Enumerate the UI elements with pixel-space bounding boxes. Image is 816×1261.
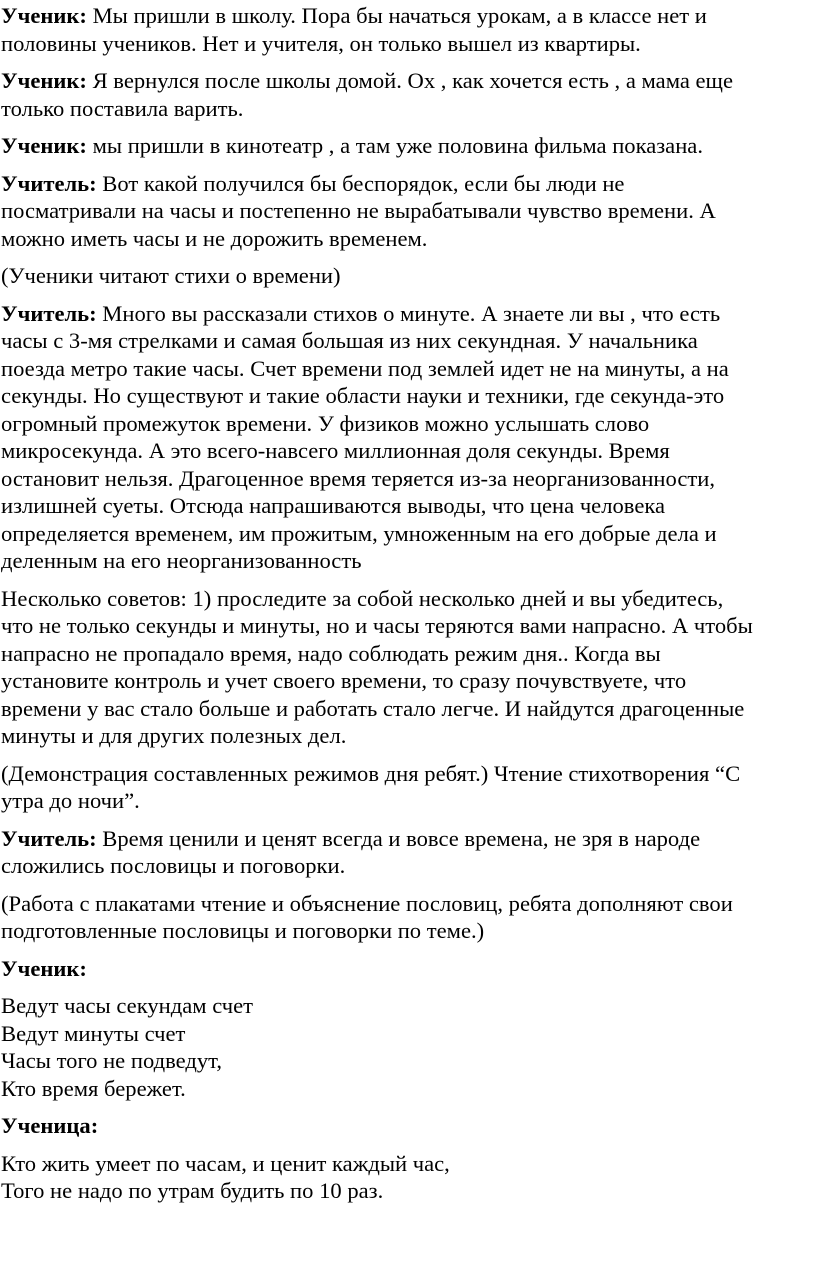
poem-line: Кто жить умеет по часам, и ценит каждый час,	[1, 1150, 450, 1176]
speaker-label: Учитель:	[1, 825, 97, 851]
poem-stanza	[1, 1150, 816, 1205]
text-line: Много вы рассказали стихов о минуте. А знаете ли вы , что есть	[96, 300, 721, 326]
text-line: посматривали на часы и постепенно не вырабатывали чувство времени. А	[1, 198, 716, 223]
text-line: остановит нельзя. Драгоценное время теряется из-за неорганизованности,	[1, 465, 716, 491]
text-line: деленным на его неорганизованность	[1, 548, 362, 573]
text-line: (Демонстрация составленных режимов дня ребят.) Чтение стихотворения “С	[1, 760, 741, 786]
text-line: минуты и для других полезных дел.	[1, 723, 347, 748]
text-line: часы с 3-мя стрелками и самая большая из них секундная. У начальника	[1, 328, 698, 353]
text-line: Я вернулся после школы домой. Ох , как хочется есть , а мама еще	[86, 68, 733, 93]
poem-line: Часы того не подведут,	[1, 1048, 222, 1073]
text-line: Мы пришли в школу. Пора бы начаться урокам, а в классе нет и	[86, 3, 707, 28]
stage-direction	[1, 890, 816, 945]
text-line: излишней суеты. Отсюда напрашиваются выводы, что цена человека	[1, 493, 666, 518]
paragraph-2	[1, 67, 816, 122]
text-line: времени у вас стало больше и работать стало легче. И найдутся драгоценные	[1, 695, 745, 721]
speaker-heading	[1, 1112, 816, 1140]
poem-line: Ведут часы секундам счет	[1, 993, 254, 1018]
poem-stanza	[1, 992, 816, 1102]
speaker-label: Ученик:	[1, 68, 87, 93]
stage-direction	[1, 760, 816, 815]
paragraph-6	[1, 300, 816, 575]
text-line: секунды. Но существуют и такие области науки и техники, где секунда-это	[1, 383, 725, 408]
text-line: напрасно не пропадало время, надо соблюдать режим дня.. Когда вы	[1, 640, 661, 666]
paragraph-3	[1, 132, 816, 160]
speaker-heading	[1, 955, 816, 983]
speaker-label: Ученик:	[1, 955, 87, 981]
text-line: Несколько советов: 1) проследите за собой несколько дней и вы убедитесь,	[1, 585, 724, 611]
text-line: поезда метро такие часы. Счет времени под землей идет не на минуты, а на	[1, 355, 729, 381]
poem-line: Того не надо по утрам будить по 10 раз.	[1, 1178, 384, 1203]
text-line: только поставила варить.	[1, 95, 244, 121]
speaker-label: Ученик:	[1, 133, 87, 158]
text-line: микросекунда. А это всего-навсего миллионная доля секунды. Время	[1, 438, 670, 463]
text-line: сложились пословицы и поговорки.	[1, 853, 346, 878]
paragraph-9	[1, 825, 816, 880]
text-line: половины учеников. Нет и учителя, он только вышел из квартиры.	[1, 30, 641, 56]
paragraph-advice	[1, 585, 816, 750]
text-line: утра до ночи”.	[1, 788, 140, 813]
text-line: огромный промежуток времени. У физиков можно услышать слово	[1, 410, 650, 436]
speaker-label: Ученица:	[1, 1113, 99, 1138]
text-line: мы пришли в кинотеатр , а там уже половина фильма показана.	[86, 133, 703, 158]
speaker-label: Учитель:	[1, 300, 97, 326]
stage-direction	[1, 262, 816, 290]
text-line: установите контроль и учет своего времени, то сразу почувствуете, что	[1, 668, 687, 693]
poem-line: Ведут минуты счет	[1, 1020, 186, 1046]
text-line: определяется временем, им прожитым, умноженным на его добрые дела и	[1, 520, 717, 546]
text-line: что не только секунды и минуты, но и часы теряются вами напрасно. А чтобы	[1, 613, 753, 638]
text-line: (Ученики читают стихи о времени)	[1, 263, 341, 288]
paragraph-4	[1, 170, 816, 253]
speaker-label: Ученик:	[1, 3, 87, 28]
text-line: (Работа с плакатами чтение и объяснение пословиц, ребята дополняют свои	[1, 890, 733, 916]
text-line: подготовленные пословицы и поговорки по теме.)	[1, 918, 485, 943]
poem-line: Кто время бережет.	[1, 1075, 186, 1101]
text-line: Вот какой получился бы беспорядок, если бы люди не	[96, 170, 625, 196]
text-line: можно иметь часы и не дорожить временем.	[1, 225, 428, 251]
text-line: Время ценили и ценят всегда и вовсе времена, не зря в народе	[96, 825, 701, 851]
speaker-label: Учитель:	[1, 170, 97, 196]
paragraph-1	[1, 2, 816, 57]
